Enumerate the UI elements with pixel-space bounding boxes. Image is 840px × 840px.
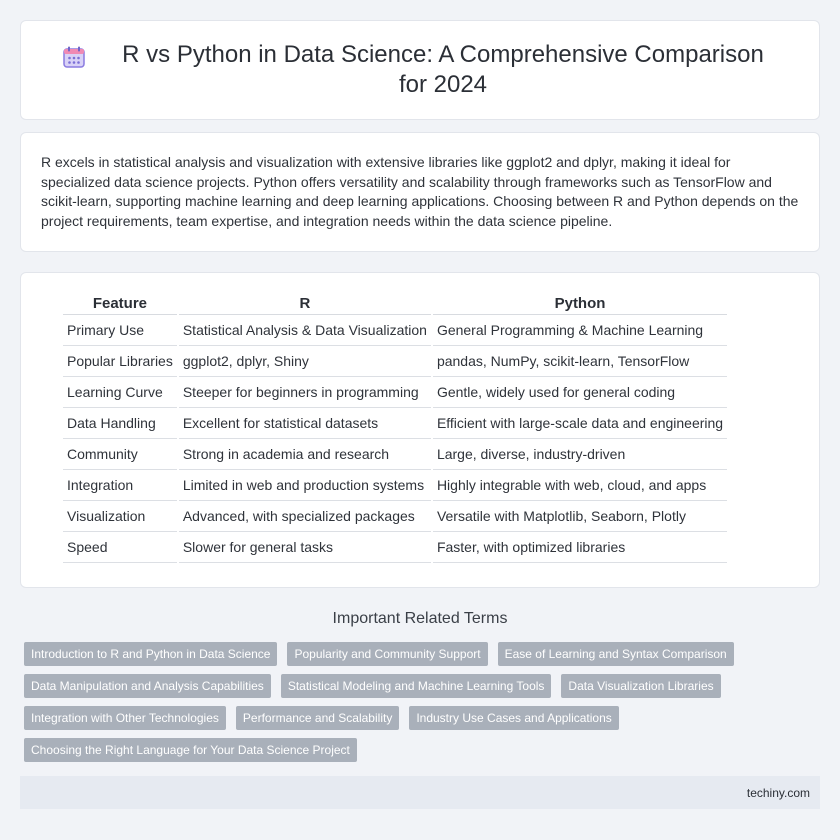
related-term-tag[interactable]: Popularity and Community Support <box>287 642 487 666</box>
r-cell: Statistical Analysis & Data Visualization <box>179 315 431 346</box>
table-row <box>63 470 727 501</box>
python-cell: Versatile with Matplotlib, Seaborn, Plotly <box>433 501 727 532</box>
related-term-tag[interactable]: Data Manipulation and Analysis Capabilities <box>24 674 271 698</box>
related-terms-heading: Important Related Terms <box>332 610 508 627</box>
python-cell: General Programming & Machine Learning <box>433 315 727 346</box>
feature-cell: Data Handling <box>63 408 177 439</box>
comparison-card <box>20 272 820 588</box>
table-row <box>63 532 727 563</box>
r-cell: ggplot2, dplyr, Shiny <box>179 346 431 377</box>
feature-cell: Popular Libraries <box>63 346 177 377</box>
header-card <box>20 20 820 120</box>
python-cell: Gentle, widely used for general coding <box>433 377 727 408</box>
python-cell: Large, diverse, industry-driven <box>433 439 727 470</box>
python-cell: Highly integrable with web, cloud, and apps <box>433 470 727 501</box>
table-header-row <box>63 291 727 315</box>
feature-cell: Learning Curve <box>63 377 177 408</box>
summary-text: R excels in statistical analysis and visualization with extensive libraries like ggplot2 and dplyr, making it ideal for specialized data science projects. Python offers versatility and scalability through frameworks such as TensorFlow and scikit-learn, supporting machine learning and deep learning applications. Choosing between R and Python depends on the project requirements, team expertise, and integration needs within the data science pipeline. <box>41 154 799 229</box>
feature-cell: Integration <box>63 470 177 501</box>
related-term-tag[interactable]: Statistical Modeling and Machine Learning Tools <box>281 674 552 698</box>
footer-site-link[interactable]: techiny.com <box>746 785 810 800</box>
table-row <box>63 501 727 532</box>
title-wrap <box>61 40 779 100</box>
r-cell: Steeper for beginners in programming <box>179 377 431 408</box>
related-term-tag[interactable]: Choosing the Right Language for Your Data Science Project <box>24 738 357 762</box>
table-row <box>63 346 727 377</box>
column-header-python: Python <box>433 291 727 315</box>
table-row <box>63 315 727 346</box>
summary-card <box>20 132 820 252</box>
calendar-icon <box>61 44 87 70</box>
related-term-tag[interactable]: Introduction to R and Python in Data Science <box>24 642 277 666</box>
column-header-feature: Feature <box>63 291 177 315</box>
table-row <box>63 439 727 470</box>
related-term-tag[interactable]: Performance and Scalability <box>236 706 399 730</box>
comparison-table <box>61 291 729 563</box>
column-header-r: R <box>179 291 431 315</box>
page-title: R vs Python in Data Science: A Comprehensive Comparison for 2024 <box>122 41 764 98</box>
feature-cell: Speed <box>63 532 177 563</box>
r-cell: Advanced, with specialized packages <box>179 501 431 532</box>
python-cell: pandas, NumPy, scikit-learn, TensorFlow <box>433 346 727 377</box>
r-cell: Strong in academia and research <box>179 439 431 470</box>
r-cell: Excellent for statistical datasets <box>179 408 431 439</box>
related-terms-list <box>24 642 804 770</box>
table-row <box>63 408 727 439</box>
related-term-tag[interactable]: Integration with Other Technologies <box>24 706 226 730</box>
feature-cell: Visualization <box>63 501 177 532</box>
r-cell: Slower for general tasks <box>179 532 431 563</box>
python-cell: Efficient with large-scale data and engineering <box>433 408 727 439</box>
python-cell: Faster, with optimized libraries <box>433 532 727 563</box>
feature-cell: Primary Use <box>63 315 177 346</box>
footer <box>20 776 820 809</box>
table-row <box>63 377 727 408</box>
feature-cell: Community <box>63 439 177 470</box>
related-term-tag[interactable]: Ease of Learning and Syntax Comparison <box>498 642 734 666</box>
related-term-tag[interactable]: Data Visualization Libraries <box>561 674 720 698</box>
r-cell: Limited in web and production systems <box>179 470 431 501</box>
related-term-tag[interactable]: Industry Use Cases and Applications <box>409 706 618 730</box>
